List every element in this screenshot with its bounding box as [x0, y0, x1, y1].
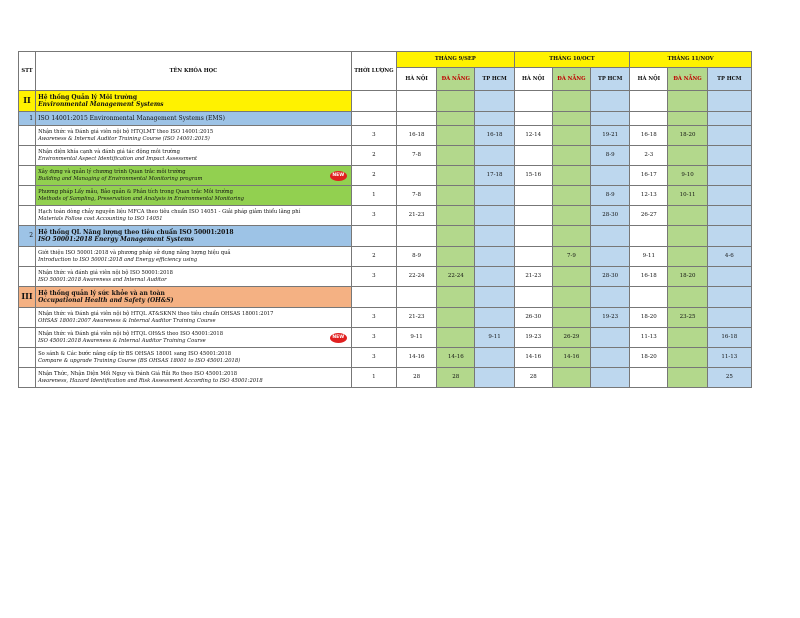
- date-cell: [514, 146, 552, 166]
- date-cell: [630, 368, 668, 388]
- date-cell: [552, 267, 590, 287]
- date-cell: 8-9: [591, 146, 630, 166]
- date-cell: 19-23: [514, 328, 552, 348]
- course-name: [36, 247, 352, 267]
- course-name-en: Compare & upgrade Training Course (BS OHSAS 18001 to ISO 45001:2018): [38, 357, 241, 364]
- section-stt: 2: [19, 226, 36, 247]
- course-duration: 3: [351, 267, 396, 287]
- subsection-title: ISO 14001:2015 Environmental Management Systems (EMS): [36, 112, 352, 126]
- date-cell: 23-25: [668, 308, 707, 328]
- date-cell: 22-24: [437, 267, 475, 287]
- date-cell: [707, 126, 751, 146]
- date-cell: 7-8: [397, 186, 437, 206]
- course-duration: 2: [351, 166, 396, 186]
- date-cell: 7-8: [397, 146, 437, 166]
- course-duration: 1: [351, 186, 396, 206]
- date-cell: 8-9: [591, 186, 630, 206]
- date-cell: [437, 126, 475, 146]
- date-cell: [475, 348, 514, 368]
- date-cell: [437, 308, 475, 328]
- course-row: [19, 166, 752, 186]
- date-cell: [668, 146, 707, 166]
- date-cell: [475, 206, 514, 226]
- date-cell: [437, 247, 475, 267]
- section-title-en: Environmental Management Systems: [38, 101, 164, 108]
- course-name-vn: Nhận diện khía cạnh và đánh giá tác động môi trường: [38, 149, 180, 156]
- date-cell: 12-13: [630, 186, 668, 206]
- date-cell: [668, 206, 707, 226]
- date-cell: [475, 247, 514, 267]
- course-duration: 2: [351, 146, 396, 166]
- date-cell: [475, 146, 514, 166]
- date-cell: 22-24: [397, 267, 437, 287]
- date-cell: [397, 166, 437, 186]
- course-duration: 2: [351, 247, 396, 267]
- course-name: [36, 126, 352, 146]
- date-cell: [668, 348, 707, 368]
- section-row: [19, 287, 752, 308]
- date-cell: [475, 308, 514, 328]
- course-name-vn: Nhận thức và Đánh giá viên nội bộ HTQLMT theo ISO 14001:2015: [38, 129, 214, 136]
- course-name-en: Methods of Sampling, Preservation and Analysis in Environmental Monitoring: [38, 195, 245, 202]
- date-cell: [668, 368, 707, 388]
- date-cell: [591, 348, 630, 368]
- date-cell: [437, 206, 475, 226]
- course-duration: 1: [351, 368, 396, 388]
- section-title-vn: Hệ thống QL Năng lượng theo tiêu chuẩn ISO 50001:2018: [38, 228, 234, 236]
- date-cell: [591, 328, 630, 348]
- date-cell: 19-21: [591, 126, 630, 146]
- course-row: [19, 308, 752, 328]
- course-name-vn: Nhận thức và Đánh giá viên nội bộ HTQL OH&S theo ISO 45001:2018: [38, 331, 224, 338]
- date-cell: 15-16: [514, 166, 552, 186]
- date-cell: 7-9: [552, 247, 590, 267]
- date-cell: 25: [707, 368, 751, 388]
- col-header-stt: STT: [19, 52, 36, 91]
- date-cell: 18-20: [668, 126, 707, 146]
- date-cell: 9-11: [630, 247, 668, 267]
- section-stt: II: [19, 91, 36, 112]
- date-cell: [552, 308, 590, 328]
- date-cell: 12-14: [514, 126, 552, 146]
- subsection-row: [19, 112, 752, 126]
- course-duration: 3: [351, 328, 396, 348]
- date-cell: [552, 368, 590, 388]
- course-name-vn: Nhận Thức, Nhận Diện Mối Nguy và Đánh Giá Rủi Ro theo ISO 45001:2018: [38, 371, 238, 378]
- col-header-course: TÊN KHÓA HỌC: [36, 52, 352, 91]
- city-header-danang: ĐÀ NẴNG: [668, 68, 707, 91]
- date-cell: [552, 186, 590, 206]
- course-row: [19, 368, 752, 388]
- date-cell: 14-16: [397, 348, 437, 368]
- city-header-hanoi: HÀ NỘI: [514, 68, 552, 91]
- date-cell: 26-30: [514, 308, 552, 328]
- course-name-vn: Phương pháp Lấy mẫu, Bảo quản & Phân tích trong Quan trắc Môi trường: [38, 189, 233, 196]
- city-header-hanoi: HÀ NỘI: [630, 68, 668, 91]
- date-cell: 18-20: [630, 308, 668, 328]
- course-name-vn: Nhận thức và Đánh giá viên nội bộ HTQL AT&SKNN theo tiêu chuẩn OHSAS 18001:2017: [38, 311, 274, 318]
- course-row: [19, 206, 752, 226]
- date-cell: 10-11: [668, 186, 707, 206]
- date-cell: 26-29: [552, 328, 590, 348]
- date-cell: 18-20: [668, 267, 707, 287]
- course-row: [19, 126, 752, 146]
- section-title: [36, 287, 352, 308]
- date-cell: 9-10: [668, 166, 707, 186]
- date-cell: 11-13: [630, 328, 668, 348]
- course-row: [19, 186, 752, 206]
- course-name: [36, 348, 352, 368]
- course-name-vn: Nhận thức và đánh giá viên nội bộ ISO 50001:2018: [38, 270, 173, 277]
- course-name: [36, 166, 352, 186]
- course-name-en: ISO 45001:2018 Awareness & Internal Auditor Training Course: [38, 337, 206, 344]
- course-name-en: Materials Follow cost Accounting to ISO 14051: [38, 215, 163, 222]
- date-cell: [552, 146, 590, 166]
- month-header-oct: THÁNG 10/OCT: [514, 52, 630, 68]
- section-title-en: Occupational Health and Safety (OH&S): [38, 297, 174, 304]
- date-cell: 28: [514, 368, 552, 388]
- course-name-en: OHSAS 18001:2007 Awareness & Internal Auditor Training Course: [38, 317, 216, 324]
- date-cell: [707, 166, 751, 186]
- course-name-en: Environmental Aspect Identification and Impact Assessment: [38, 155, 198, 162]
- date-cell: 14-16: [552, 348, 590, 368]
- date-cell: [475, 368, 514, 388]
- section-row: [19, 226, 752, 247]
- date-cell: 16-18: [707, 328, 751, 348]
- date-cell: [514, 186, 552, 206]
- course-name-en: Awareness & Internal Auditor Training Course (ISO 14001:2015): [38, 135, 210, 142]
- course-name-en: Awareness, Hazard Identification and Risk Assessment According to ISO 45001:2018: [38, 377, 263, 384]
- section-title: [36, 91, 352, 112]
- date-cell: 8-9: [397, 247, 437, 267]
- month-header-sep: THÁNG 9/SEP: [397, 52, 515, 68]
- course-name-vn: Giới thiệu ISO 50001:2018 và phương pháp sử dụng năng lượng hiệu quả: [38, 250, 231, 257]
- date-cell: 4-6: [707, 247, 751, 267]
- date-cell: [707, 308, 751, 328]
- course-name-vn: Xây dựng và quản lý chương trình Quan trắc môi trường: [38, 169, 186, 176]
- date-cell: [437, 186, 475, 206]
- date-cell: 28: [437, 368, 475, 388]
- date-cell: [707, 206, 751, 226]
- course-name-vn: So sánh & Các bước nâng cấp từ BS OHSAS 18001 sang ISO 45001:2018: [38, 351, 232, 358]
- section-title-vn: Hệ thống quản lý sức khỏe và an toàn: [38, 289, 165, 297]
- section-row: [19, 91, 752, 112]
- col-header-duration: THỜI LƯỢNG: [351, 52, 396, 91]
- date-cell: [552, 166, 590, 186]
- course-row: [19, 267, 752, 287]
- date-cell: 16-18: [630, 267, 668, 287]
- date-cell: 21-23: [397, 308, 437, 328]
- date-cell: [707, 186, 751, 206]
- course-duration: 3: [351, 206, 396, 226]
- city-header-hanoi: HÀ NỘI: [397, 68, 437, 91]
- new-badge: NEW: [330, 171, 347, 181]
- date-cell: [668, 328, 707, 348]
- course-name-en: ISO 50001:2018 Awareness and Internal Auditor: [38, 276, 167, 283]
- course-name: [36, 206, 352, 226]
- course-row: [19, 328, 752, 348]
- date-cell: 9-11: [397, 328, 437, 348]
- date-cell: [668, 247, 707, 267]
- section-stt: III: [19, 287, 36, 308]
- date-cell: [475, 186, 514, 206]
- date-cell: 9-11: [475, 328, 514, 348]
- city-header-danang: ĐÀ NẴNG: [552, 68, 590, 91]
- course-duration: 3: [351, 126, 396, 146]
- date-cell: [591, 166, 630, 186]
- section-title-en: ISO 50001:2018 Energy Management Systems: [38, 236, 194, 243]
- date-cell: 16-18: [630, 126, 668, 146]
- date-cell: [591, 368, 630, 388]
- course-name: [36, 267, 352, 287]
- date-cell: [707, 267, 751, 287]
- training-schedule-table: [18, 51, 752, 388]
- course-name: [36, 186, 352, 206]
- date-cell: 28: [397, 368, 437, 388]
- date-cell: 19-23: [591, 308, 630, 328]
- date-cell: 21-23: [514, 267, 552, 287]
- date-cell: [552, 126, 590, 146]
- course-name-vn: Hạch toán dòng chảy nguyên liệu MFCA theo tiêu chuẩn ISO 14051 - Giải pháp giảm thiểu lãng phí: [38, 209, 301, 216]
- city-header-hcm: TP HCM: [707, 68, 751, 91]
- date-cell: [707, 146, 751, 166]
- date-cell: 26-27: [630, 206, 668, 226]
- course-name-en: Introduction to ISO 50001:2018 and Energy efficiency using: [38, 256, 198, 263]
- date-cell: 14-16: [514, 348, 552, 368]
- date-cell: [591, 247, 630, 267]
- course-row: [19, 247, 752, 267]
- course-duration: 3: [351, 348, 396, 368]
- city-header-danang: ĐÀ NẴNG: [437, 68, 475, 91]
- course-duration: 3: [351, 308, 396, 328]
- date-cell: 21-23: [397, 206, 437, 226]
- course-name: [36, 146, 352, 166]
- date-cell: [475, 267, 514, 287]
- date-cell: [437, 328, 475, 348]
- date-cell: 16-17: [630, 166, 668, 186]
- header-row-months: [19, 52, 752, 68]
- date-cell: 28-30: [591, 267, 630, 287]
- date-cell: 11-13: [707, 348, 751, 368]
- date-cell: 28-30: [591, 206, 630, 226]
- course-name-en: Building and Managing of Environmental Monitoring program: [38, 175, 203, 182]
- section-title: [36, 226, 352, 247]
- course-name: [36, 368, 352, 388]
- date-cell: [437, 166, 475, 186]
- new-badge: NEW: [330, 333, 347, 343]
- date-cell: [437, 146, 475, 166]
- course-row: [19, 348, 752, 368]
- month-header-nov: THÁNG 11/NOV: [630, 52, 752, 68]
- date-cell: [552, 206, 590, 226]
- city-header-hcm: TP HCM: [475, 68, 514, 91]
- date-cell: 2-3: [630, 146, 668, 166]
- date-cell: 17-18: [475, 166, 514, 186]
- city-header-hcm: TP HCM: [591, 68, 630, 91]
- course-row: [19, 146, 752, 166]
- date-cell: 16-18: [397, 126, 437, 146]
- date-cell: 14-16: [437, 348, 475, 368]
- course-name: [36, 328, 352, 348]
- date-cell: 18-20: [630, 348, 668, 368]
- section-title-vn: Hệ thống Quản lý Môi trường: [38, 93, 138, 101]
- date-cell: 16-18: [475, 126, 514, 146]
- course-name: [36, 308, 352, 328]
- date-cell: [514, 206, 552, 226]
- date-cell: [514, 247, 552, 267]
- subsection-stt: 1: [19, 112, 36, 126]
